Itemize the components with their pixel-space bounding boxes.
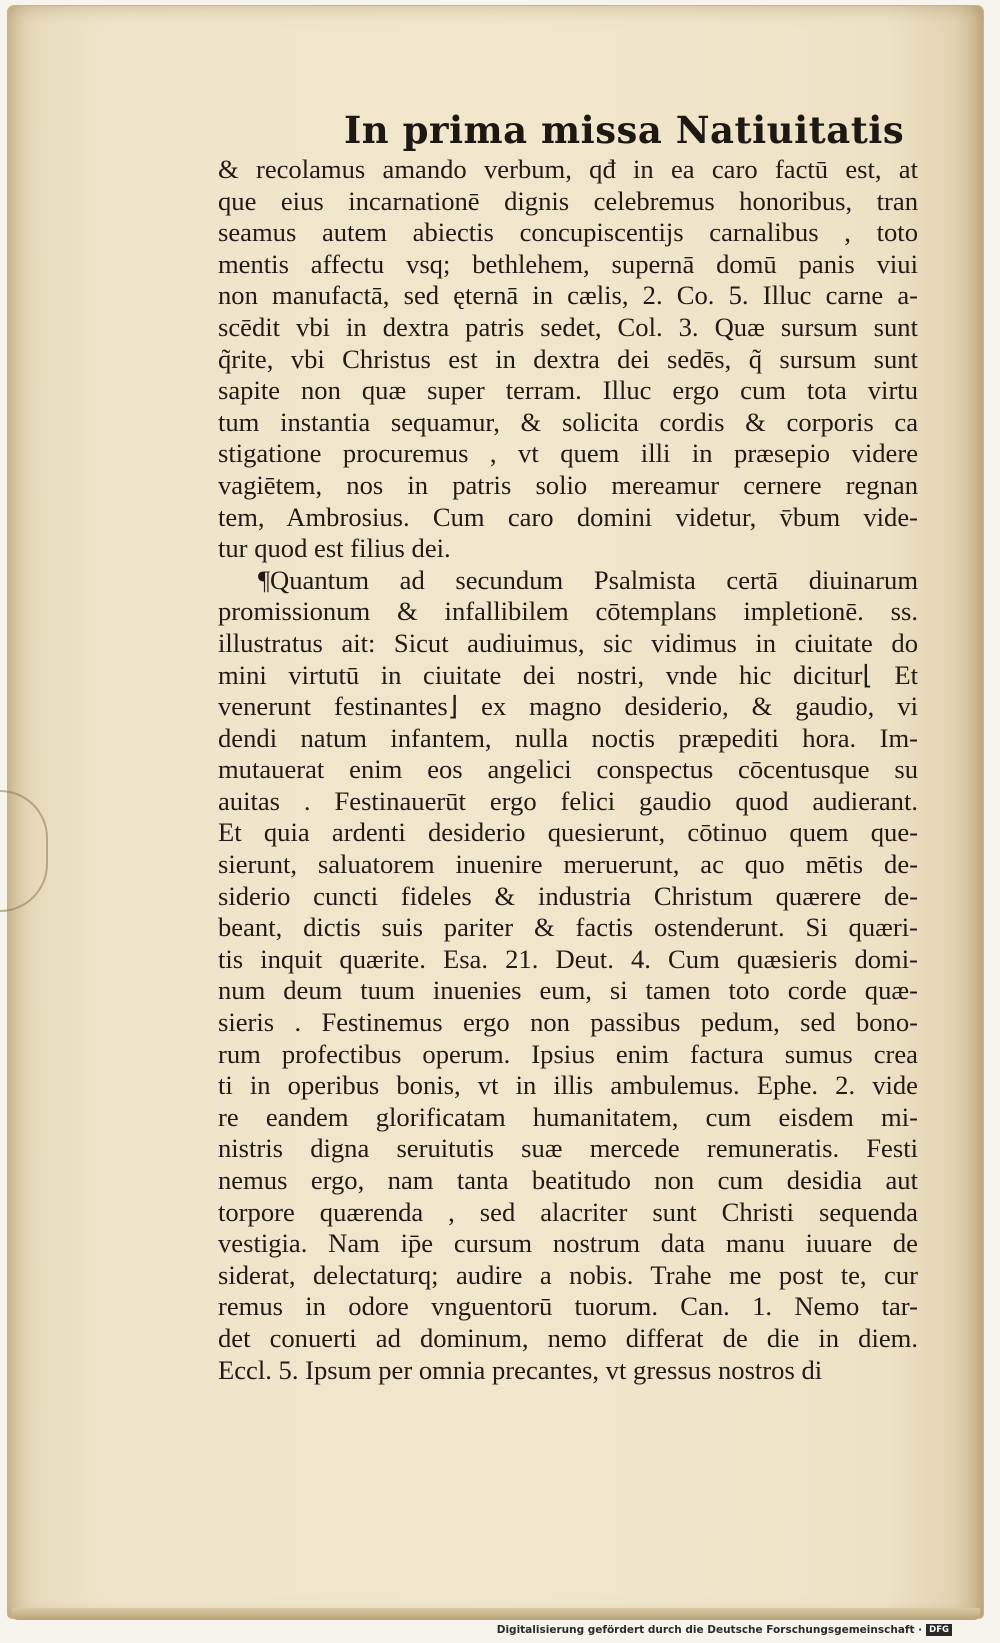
- text-line: venerunt festinantes⌋ ex magno desiderio, & gaudio, vi: [218, 691, 918, 722]
- text-line: siderio cuncti fideles & industria Christum quærere de-: [218, 880, 918, 911]
- running-header: In prima missa Natiuitatis: [344, 108, 905, 152]
- text-line: vagiētem, nos in patris solio mereamur cernere regnan: [218, 469, 918, 500]
- text-line: auitas . Festinauerūt ergo felici gaudio quod audierant.: [218, 785, 918, 816]
- dfg-logo-icon: DFG: [926, 1624, 952, 1636]
- text-line: sapite non quæ super terram. Illuc ergo cum tota virtu: [218, 375, 918, 406]
- text-line: stigatione procuremus , vt quem illi in præsepio videre: [218, 438, 918, 469]
- text-line: torpore quærenda , sed alacriter sunt Christi sequenda: [218, 1196, 918, 1227]
- text-line: seamus autem abiectis concupiscentijs carnalibus , toto: [218, 217, 918, 248]
- funding-note: Digitalisierung gefördert durch die Deutsche Forschungsgemeinschaft ·: [496, 1624, 923, 1636]
- text-line: sierunt, saluatorem inuenire meruerunt, ac quo mētis de-: [218, 849, 918, 880]
- text-line: siderat, delectaturq; audire a nobis. Trahe me post te, cur: [218, 1259, 918, 1290]
- text-line: mentis affectu vsq; bethlehem, supernā domū panis viui: [218, 248, 918, 279]
- body-text: [218, 154, 918, 1386]
- text-line: beant, dictis suis pariter & factis ostenderunt. Si quæri-: [218, 912, 918, 943]
- text-line: promissionum & infallibilem cōtemplans impletionē. ss.: [218, 596, 918, 627]
- text-line: ti in operibus bonis, vt in illis ambulemus. Ephe. 2. vide: [218, 1070, 918, 1101]
- text-line: rum profectibus operum. Ipsius enim factura sumus crea: [218, 1038, 918, 1069]
- text-line: tum instantia sequamur, & solicita cordis & corporis ca: [218, 406, 918, 437]
- text-line: tis inquit quærite. Esa. 21. Deut. 4. Cum quæsieris domi-: [218, 943, 918, 974]
- text-line: vestigia. Nam ip̄e cursum nostrum data manu iuuare de: [218, 1228, 918, 1259]
- text-line: dendi natum infantem, nulla noctis præpediti hora. Im-: [218, 722, 918, 753]
- text-line: illustratus ait: Sicut audiuimus, sic vidimus in ciuitate do: [218, 627, 918, 658]
- text-line: nistris digna seruitutis suæ mercede remuneratis. Festi: [218, 1133, 918, 1164]
- text-line: mutauerat enim eos angelici conspectus cōcentusque su: [218, 754, 918, 785]
- text-line: mini virtutū in ciuitate dei nostri, vnde hic dicitur⌊ Et: [218, 659, 918, 690]
- text-line: ¶Quantum ad secundum Psalmista certā diuinarum: [258, 564, 918, 595]
- text-line: que eius incarnationē dignis celebremus honoribus, tran: [218, 185, 918, 216]
- text-line: & recolamus amando verbum, qđ in ea caro factū est, at: [218, 154, 918, 184]
- text-line: nemus ergo, nam tanta beatitudo non cum desidia aut: [218, 1165, 918, 1195]
- text-line: Et quia ardenti desiderio quesierunt, cōtinuo quem que-: [218, 817, 918, 848]
- text-line: Eccl. 5. Ipsum per omnia precantes, vt gressus nostros di: [218, 1354, 823, 1385]
- text-line: remus in odore vnguentorū tuorum. Can. 1. Nemo tar-: [218, 1291, 918, 1322]
- text-line: det conuerti ad dominum, nemo differat de die in diem.: [218, 1322, 918, 1353]
- text-line: re eandem glorificatam humanitatem, cum eisdem mi-: [218, 1101, 918, 1132]
- text-line: scēdit vbi in dextra patris sedet, Col. 3. Quæ sursum sunt: [218, 311, 918, 342]
- text-line: num deum tuum inuenies eum, si tamen toto corde quæ-: [218, 975, 918, 1006]
- text-line: tur quod est filius dei.: [218, 533, 451, 564]
- text-line: sieris . Festinemus ergo non passibus pedum, sed bono-: [218, 1007, 918, 1038]
- funding-footer: [497, 1624, 952, 1638]
- page-bottom-edge: [12, 1608, 980, 1620]
- text-line: tem, Ambrosius. Cum caro domini videtur, v̄bum vide-: [218, 501, 918, 532]
- text-line: q̃rite, vbi Christus est in dextra dei sedēs, q̃ sursum sunt: [218, 343, 918, 374]
- text-line: non manufactā, sed ęternā in cælis, 2. Co. 5. Illuc carne a-: [218, 280, 918, 311]
